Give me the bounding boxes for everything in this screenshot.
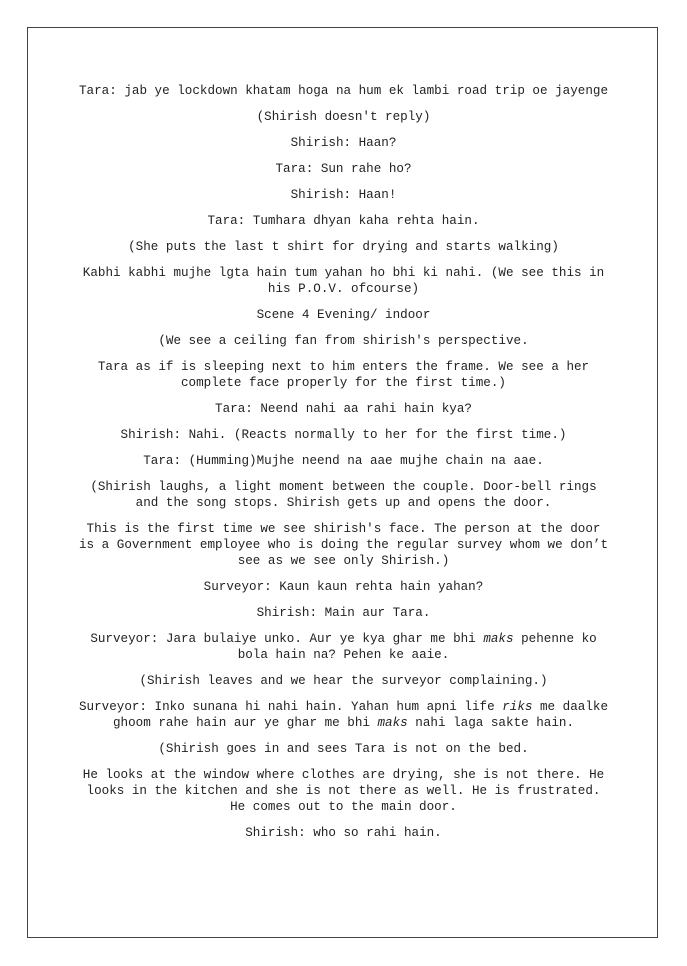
- dialogue-line: [78, 631, 609, 663]
- dialogue-line: Kabhi kabhi mujhe lgta hain tum yahan ho bhi ki nahi. (We see this in his P.O.V. ofcourse): [82, 266, 605, 296]
- dialogue-text: me daalke ghoom rahe hain aur ye ghar me bhi: [112, 700, 609, 730]
- dialogue-line: Shirish: Main aur Tara.: [256, 606, 431, 620]
- stage-direction: Tara as if is sleeping next to him enters the frame. We see a her complete face properly for the first time.): [97, 360, 590, 390]
- stage-direction: (She puts the last t shirt for drying and starts walking): [128, 240, 559, 254]
- dialogue-text: Surveyor: Jara bulaiye unko. Aur ye kya ghar me bhi: [90, 632, 484, 646]
- dialogue-line: Surveyor: Kaun kaun rehta hain yahan?: [203, 580, 484, 594]
- stage-direction: This is the first time we see shirish's face. The person at the door is a Government employee who is doing the regular survey whom we don’t see as we see only Shirish.): [78, 522, 609, 568]
- scene-heading: Scene 4 Evening/ indoor: [256, 308, 431, 322]
- stage-direction: (Shirish laughs, a light moment between the couple. Door-bell rings and the song stops. Shirish gets up and opens the door.: [90, 480, 597, 510]
- dialogue-line: Shirish: Haan?: [290, 136, 397, 150]
- dialogue-line: [78, 699, 609, 731]
- stage-direction: (Shirish leaves and we hear the surveyor complaining.): [139, 674, 548, 688]
- dialogue-text: pehenne ko bola hain na? Pehen ke aaie.: [237, 632, 597, 662]
- dialogue-line: Tara: jab ye lockdown khatam hoga na hum ek lambi road trip oe jayenge: [78, 84, 609, 98]
- dialogue-text: Surveyor: Inko sunana hi nahi hain. Yahan hum apni life: [78, 700, 503, 714]
- dialogue-line: Tara: Neend nahi aa rahi hain kya?: [215, 402, 472, 416]
- dialogue-line: Shirish: who so rahi hain.: [245, 826, 442, 840]
- stage-direction: (Shirish doesn't reply): [256, 110, 431, 124]
- dialogue-emphasis: riks: [502, 700, 533, 714]
- stage-direction: He looks at the window where clothes are drying, she is not there. He looks in the kitchen and she is not there as well. He is frustrated. He comes out to the main door.: [82, 768, 605, 814]
- stage-direction: (We see a ceiling fan from shirish's perspective.: [158, 334, 529, 348]
- script-page-content: [78, 83, 609, 851]
- dialogue-line: Shirish: Haan!: [290, 188, 397, 202]
- dialogue-line: Shirish: Nahi. (Reacts normally to her for the first time.): [120, 428, 567, 442]
- dialogue-line: Tara: (Humming)Mujhe neend na aae mujhe chain na aae.: [143, 454, 544, 468]
- dialogue-line: Tara: Tumhara dhyan kaha rehta hain.: [207, 214, 480, 228]
- dialogue-emphasis: maks: [483, 632, 514, 646]
- dialogue-emphasis: maks: [377, 716, 408, 730]
- stage-direction: (Shirish goes in and sees Tara is not on the bed.: [158, 742, 529, 756]
- dialogue-line: Tara: Sun rahe ho?: [275, 162, 412, 176]
- dialogue-text: nahi laga sakte hain.: [407, 716, 574, 730]
